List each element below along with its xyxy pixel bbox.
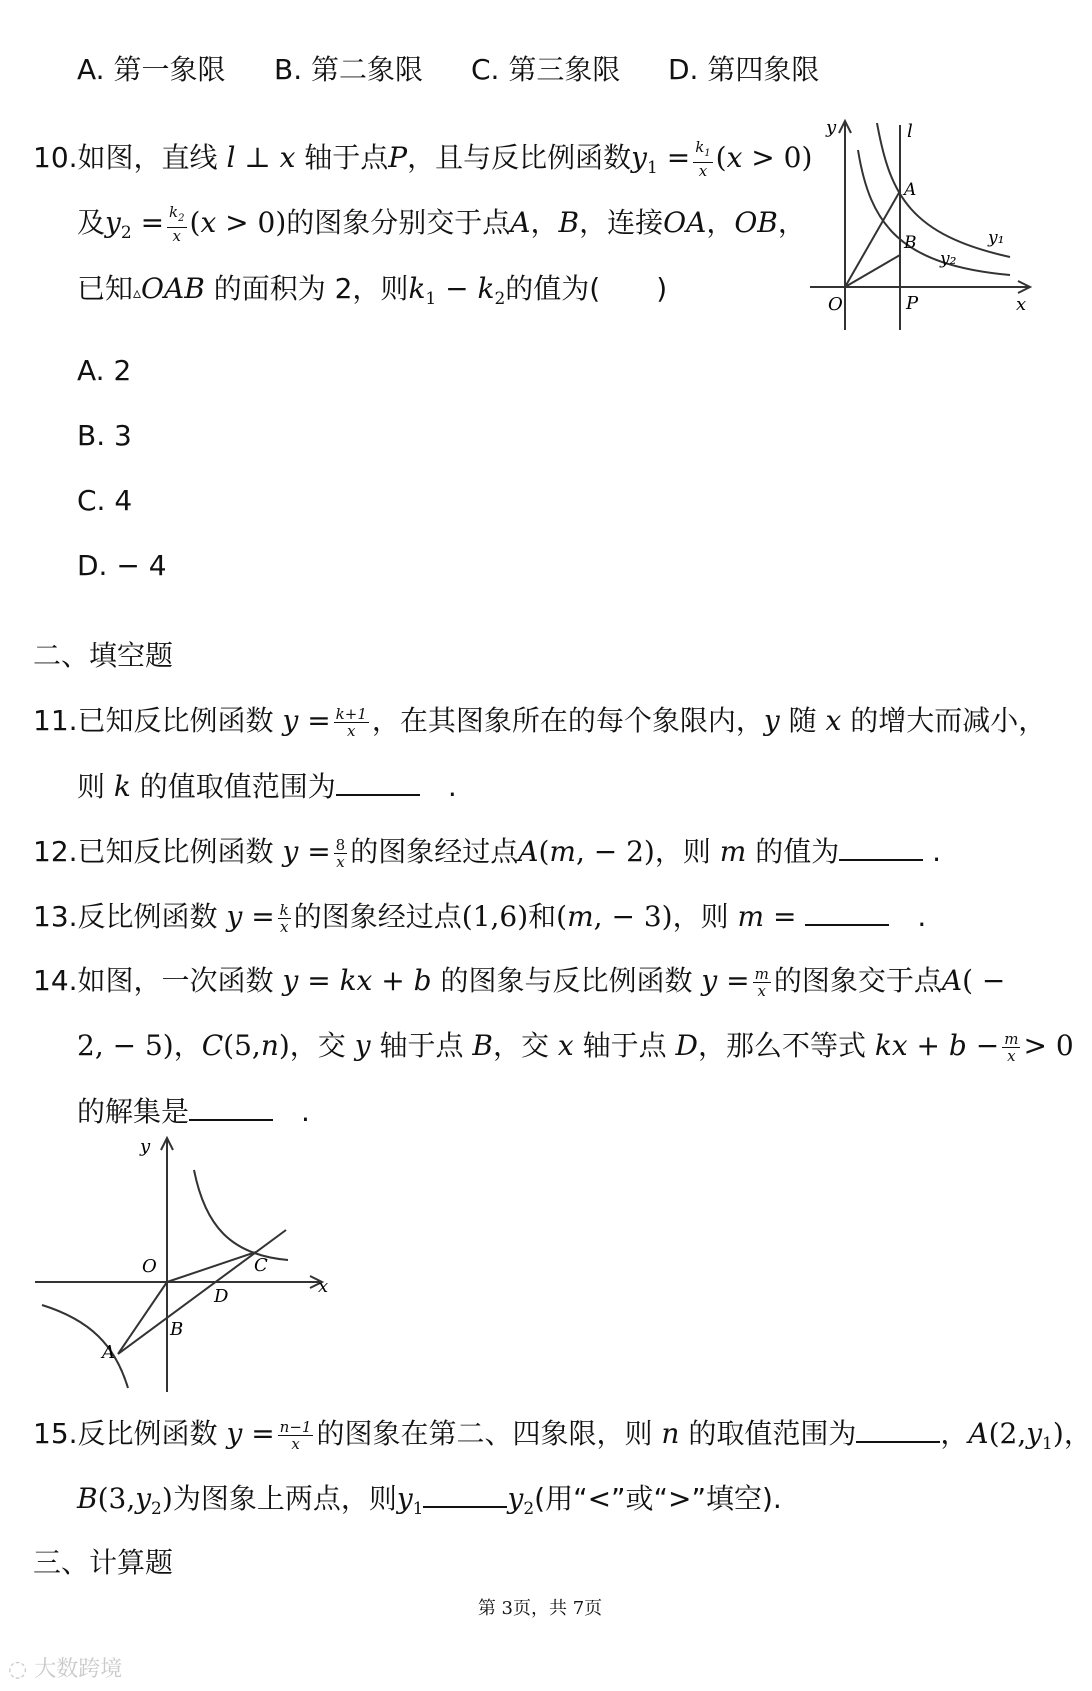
- q9-option-a: A. 第一象限: [77, 53, 226, 86]
- q10-label-y: y: [826, 117, 837, 138]
- q14-curve-q1: [194, 1170, 288, 1260]
- watermark-logo-icon: ◌: [8, 1657, 28, 1682]
- q14-label-y: y: [140, 1136, 151, 1157]
- q10-label-y2: y₂: [940, 249, 957, 269]
- q14-label-b: B: [170, 1319, 184, 1340]
- q14-segment-oc: [167, 1252, 256, 1282]
- q10-label-x: x: [1016, 294, 1027, 315]
- q9-option-d: D. 第四象限: [668, 53, 820, 86]
- q10-figure: [810, 115, 1042, 335]
- q10-label-l: l: [907, 121, 913, 142]
- page-footer: 第 3页，共 7页: [477, 1598, 603, 1619]
- q10-label-a: A: [904, 180, 917, 200]
- q13-answer-blank[interactable]: [805, 898, 889, 926]
- q10-label-o: O: [828, 294, 843, 315]
- q13-line: 13.反比例函数 y = $\frac{k}{x}$ 的图象经过点(1,6)和(m, − 3)，则 m = .: [33, 900, 927, 936]
- q10-label-b: B: [904, 233, 917, 253]
- q12-line: 12.已知反比例函数 y = $\frac{8}{x}$ 的图象经过点A(m, − 2)，则 m 的值为 .: [33, 835, 942, 871]
- q9-option-c: C. 第三象限: [471, 53, 621, 86]
- q14-curve-q3: [42, 1305, 128, 1388]
- q14-line-3: 的解集是 .: [77, 1095, 310, 1128]
- q10-line-2: 及$y_2$ = $\frac{k_2}{x}$ (x > 0)的图象分别交于点A，B，连接OA，OB，: [77, 203, 806, 245]
- q14-segment-oa: [118, 1282, 167, 1354]
- q12-answer-blank[interactable]: [839, 833, 923, 861]
- watermark-text: 大数跨境: [34, 1657, 123, 1682]
- q10-segment-oa: [845, 191, 900, 287]
- q10-option-b: B. 3: [77, 419, 132, 452]
- q10-label-y1: y₁: [988, 228, 1005, 248]
- q14-line-2: 2, − 5)，C(5,n)，交 y 轴于点 B，交 x 轴于点 D，那么不等式 kx + b − $\frac{m}{x}$ > 0: [77, 1029, 1074, 1065]
- q14-line-kx-b: [118, 1230, 286, 1354]
- q14-label-o: O: [142, 1256, 157, 1277]
- q10-option-d: D. − 4: [77, 549, 167, 582]
- q10-option-a: A. 2: [77, 354, 132, 387]
- q11-line-1: 11.已知反比例函数 y = $\frac{k+1}{x}$ ，在其图象所在的每个象限内，y 随 x 的增大而减小，: [33, 704, 1047, 740]
- q14-line-1: 14.如图，一次函数 y = kx + b 的图象与反比例函数 y = $\frac{m}{x}$ 的图象交于点A( −: [33, 964, 1006, 1000]
- section-3-title: 三、计算题: [33, 1546, 174, 1579]
- q15-range-blank[interactable]: [856, 1415, 940, 1443]
- q15-line-1: 15.反比例函数 y = $\frac{n-1}{x}$ 的图象在第二、四象限，则 n 的取值范围为 ，$A(2,y_1)$，: [33, 1417, 1092, 1454]
- q14-answer-blank[interactable]: [189, 1093, 273, 1121]
- q10-line-1: 10.如图，直线 l ⊥ x 轴于点P，且与反比例函数$y_1$ = $\frac{k_1}{x}$ (x > 0): [33, 138, 813, 180]
- q9-option-b: B. 第二象限: [274, 53, 424, 86]
- watermark: [8, 1652, 122, 1683]
- q10-option-c: C. 4: [77, 484, 133, 517]
- section-2-title: 二、填空题: [33, 639, 174, 672]
- q14-label-d: D: [214, 1286, 229, 1307]
- q11-line-2: 则 k 的值取值范围为 .: [77, 770, 457, 803]
- q10-label-p: P: [906, 293, 919, 314]
- q15-compare-blank[interactable]: [423, 1480, 507, 1508]
- q15-line-2: $B(3,y_2)$为图象上两点，则$y_1$ $y_2$(用“<”或“>”填空).: [77, 1482, 782, 1519]
- q10-curve-y2: [858, 150, 1010, 275]
- q14-label-x: x: [318, 1276, 329, 1297]
- q11-answer-blank[interactable]: [336, 768, 420, 796]
- q14-label-a: A: [102, 1342, 115, 1363]
- q14-label-c: C: [254, 1255, 268, 1276]
- q10-line-3: 已知▵OAB 的面积为 2，则$k_1 - k_2$的值为( ): [77, 272, 668, 309]
- q14-figure: [30, 1130, 340, 1400]
